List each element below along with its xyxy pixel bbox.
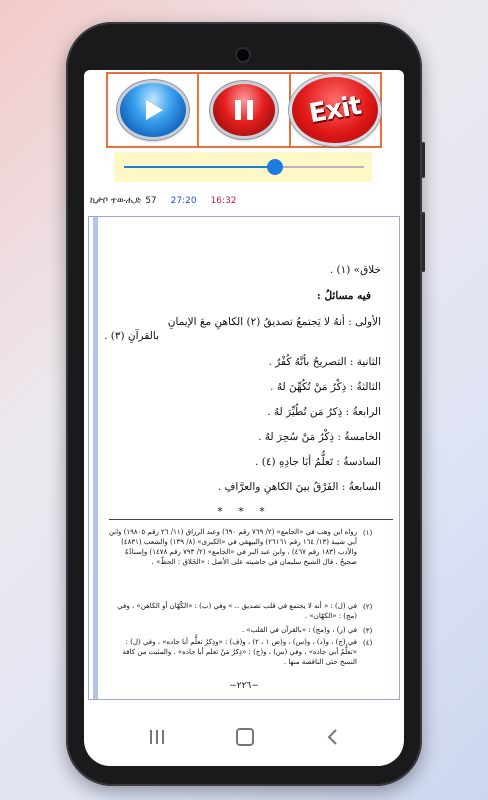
section-divider: * * * bbox=[217, 505, 271, 518]
footnote-text: في (ل) : « أنه لا يجتمع في قلب تصديق .. » وفي (ب) : «الكُهّان أو الكاهن» ، وفي (مج) : «الكهّان» . bbox=[117, 602, 357, 620]
back-chevron-icon bbox=[326, 728, 338, 746]
footnote-number: (١) bbox=[363, 529, 373, 537]
pause-cell bbox=[199, 74, 290, 146]
total-time: 16:32 bbox=[210, 196, 237, 206]
text-line: الرابعةُ : ذِكرُ مَن تُطُيِّرَ لهُ . bbox=[267, 406, 381, 418]
seek-track-played bbox=[124, 166, 275, 168]
footnote-number: (٣) bbox=[363, 627, 373, 635]
text-line: السابعةُ : الفَرْقُ بينَ الكاهنِ والعرَّافِ . bbox=[217, 481, 381, 493]
text-line: الثانية : التصريحُ بأنَّهُ كُفْرٌ . bbox=[268, 356, 381, 368]
book-page[interactable] bbox=[88, 216, 400, 700]
text-line: السادسةُ : تَعلُّمُ أبَا جادِهِ (٤) . bbox=[255, 456, 381, 468]
volume-button bbox=[422, 142, 425, 178]
footnote-rule bbox=[109, 519, 393, 520]
seek-track-remaining bbox=[275, 166, 364, 168]
text-line: الثالثةُ : ذِكْرُ مَنْ تُكُهِّنَ لهُ . bbox=[270, 381, 381, 393]
seek-thumb[interactable] bbox=[267, 159, 283, 175]
footnote-number: (٤) bbox=[363, 639, 373, 647]
audio-seek-panel bbox=[114, 152, 372, 182]
app-screen bbox=[84, 70, 404, 766]
elapsed-time: 27:20 bbox=[170, 196, 197, 206]
front-camera bbox=[237, 49, 249, 61]
play-icon bbox=[141, 98, 165, 122]
exit-label: Exit bbox=[307, 90, 364, 130]
play-button[interactable] bbox=[120, 83, 186, 137]
page-left-border bbox=[93, 217, 98, 699]
page-number: 57 bbox=[145, 196, 157, 206]
footnote-text: رواه ابن وهب في «الجامع» (٢/ ٧٦٩ رقم ٦٩٠) وعبد الرزاق (١١/ ٢٦ رقم ١٩٨٠٥) وابن أبي شيبة (١٣/ ١٦٤ رقم ٢٦١٦١) والبيهقي في «الكبرى» (٨/ ١٣٩) والشعب (٤٨٣١) والأدب (١٨٣ رقم ٤٦٧) ، وابن عبد البر في «الجامع» (٢/ ٧٩٣ رقم ١٤٧٨) وإسنادُهُ صحيحٌ . قال الشيخ سليمان في حاشيته على الأصل : «الخَلاق : الحظّ» . bbox=[108, 528, 357, 566]
exit-button[interactable] bbox=[292, 77, 378, 143]
text-line: الأولى : أنهُ لا يَجتمعُ تصديقُ (٢) الكاهنِ معَ الإيمانِ bbox=[167, 316, 381, 328]
status-row bbox=[90, 194, 400, 208]
pause-button[interactable] bbox=[213, 84, 275, 136]
page-label: ኪታቦ ተውሒድ bbox=[90, 196, 142, 206]
text-line: الخامسةُ : ذِكْرُ مَنْ سُحِرَ لهُ . bbox=[258, 431, 381, 443]
page-footer-number: −٢٢٦− bbox=[229, 681, 259, 691]
back-button[interactable] bbox=[326, 728, 338, 746]
system-nav-bar bbox=[84, 708, 404, 766]
play-cell bbox=[108, 74, 199, 146]
footnote-text: في (ر) ، و(مج) : «بالقرآن في القلب» . bbox=[241, 626, 357, 634]
text-line: بالقرآنِ (٣) . bbox=[104, 330, 159, 342]
power-button bbox=[422, 212, 425, 272]
text-line: فيه مسائلُ : bbox=[316, 290, 371, 302]
home-button[interactable] bbox=[236, 728, 254, 746]
recent-apps-button[interactable] bbox=[150, 730, 164, 744]
exit-cell bbox=[291, 74, 380, 146]
footnote-number: (٢) bbox=[363, 603, 373, 611]
pause-icon bbox=[235, 100, 241, 120]
footnote-text: في (ج) ، و(د) ، و(س) ، و(ض ١ ، ٢) ، و(ف) : «وذِكرُ تعلُّم أبا جاده» ، وفي (ل) : «تعلُّمُ أبي جاده» ، وفي (س) ، و(ج) : «ذِكرُ مَنْ تعلم أبا جاده» . والمثبت من كافة النسخ حتى الناقصة منها . bbox=[122, 638, 357, 666]
text-line: خلاق» (١) . bbox=[329, 264, 381, 276]
recent-apps-icon bbox=[150, 730, 152, 744]
media-toolbar bbox=[106, 72, 382, 148]
